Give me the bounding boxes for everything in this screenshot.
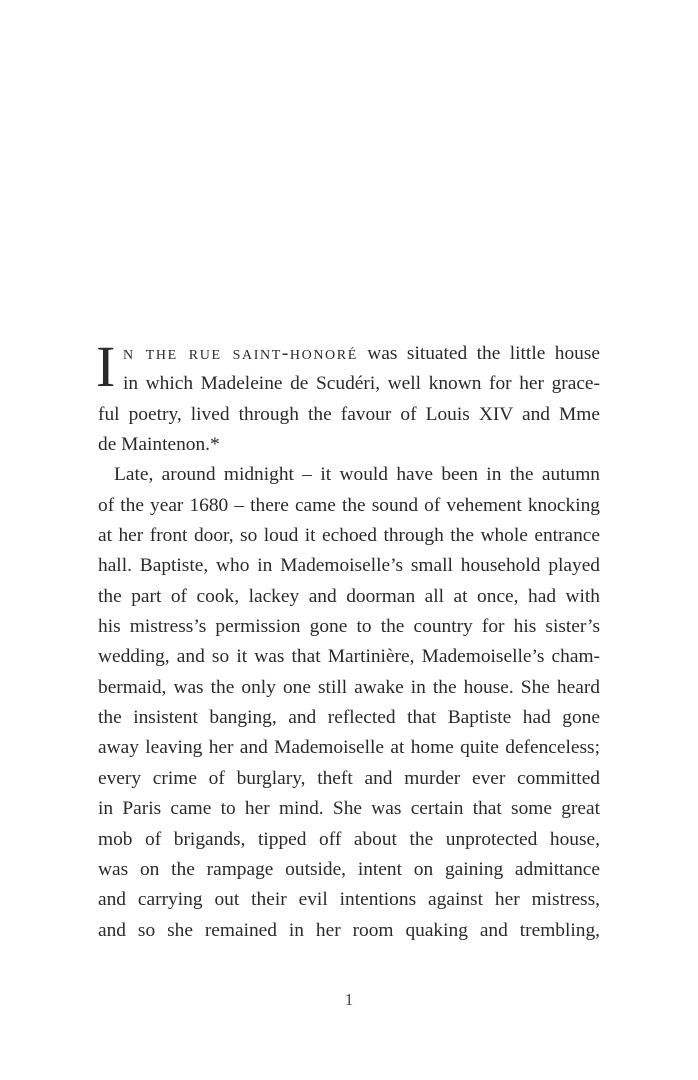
drop-cap: I <box>96 334 116 399</box>
text-line: bermaid, was the only one still awake in the house. She heard <box>98 676 600 698</box>
text-line: de Maintenon.* <box>98 434 220 456</box>
text-line: mob of brigands, tipped off about the unprotected house, <box>98 828 600 850</box>
text-line: hall. Baptiste, who in Mademoiselle’s small household played <box>98 555 600 577</box>
text-line: n the rue saint-honoré was situated the little house <box>123 343 600 364</box>
text-line: away leaving her and Mademoiselle at home quite defenceless; <box>98 737 600 759</box>
body-text <box>96 334 600 946</box>
text-line: and carrying out their evil intentions against her mistress, <box>98 889 600 911</box>
text-line: every crime of burglary, theft and murder ever committed <box>98 767 600 789</box>
text-line: ful poetry, lived through the favour of Louis XIV and Mme <box>98 403 600 425</box>
text-line: the part of cook, lackey and doorman all at once, had with <box>98 585 600 607</box>
text-line: was on the rampage outside, intent on gaining admittance <box>98 858 600 880</box>
text-line: Late, around midnight – it would have been in the autumn <box>114 464 600 486</box>
text-line: and so she remained in her room quaking and trembling, <box>98 919 600 941</box>
text-line: in Paris came to her mind. She was certain that some great <box>98 798 600 820</box>
text-line: the insistent banging, and reflected that Baptiste had gone <box>98 707 600 729</box>
text-line: wedding, and so it was that Martinière, Mademoiselle’s cham- <box>98 646 600 668</box>
text-line: in which Madeleine de Scudéri, well known for her grace- <box>123 373 600 395</box>
page-number: 1 <box>344 990 354 1009</box>
text-line: of the year 1680 – there came the sound of vehement knocking <box>98 494 600 516</box>
text-line: at her front door, so loud it echoed through the whole entrance <box>98 525 600 547</box>
opening-smallcaps: n the rue saint-honoré <box>123 343 358 364</box>
text-line: his mistress’s permission gone to the country for his sister’s <box>98 616 600 638</box>
